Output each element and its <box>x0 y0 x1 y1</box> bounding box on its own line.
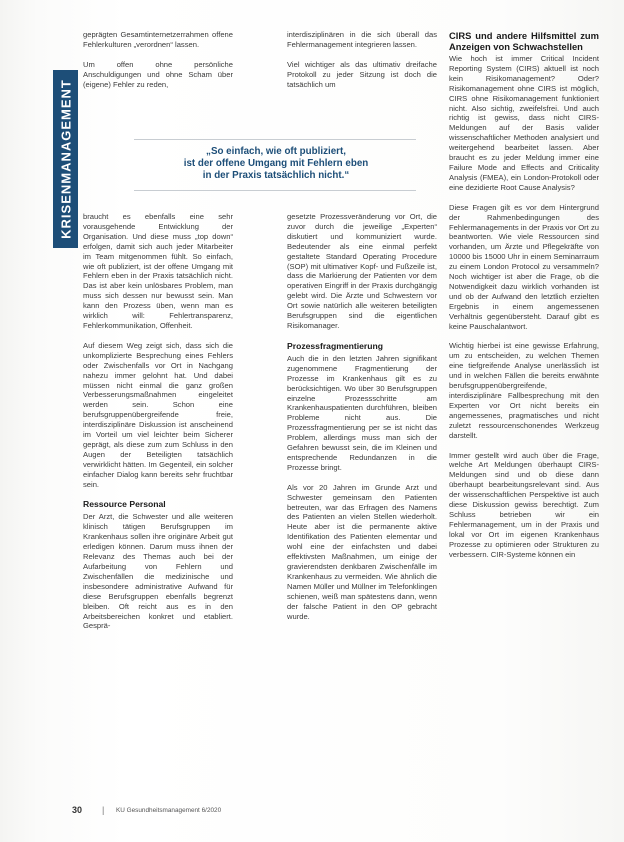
subheading: Prozessfragmentierung <box>287 340 383 351</box>
section-tab <box>53 70 78 248</box>
top-mid-column <box>287 30 437 100</box>
right-column <box>449 30 599 570</box>
quote-rule-bottom <box>134 190 416 191</box>
paragraph: Wie hoch ist immer Critical Incident Reporting System (CIRS) aktuell ist noch kein Risikomanagement? Oder? Risikomanagement ohne CIRS ist möglich, CIRS ohne Risikomanagement funktioniert nicht. Also sichtig, zweifelsfrei. Und auch richtig ist gewiss, dass nicht CIRS-Meldungen auf der Basis valider wissenschaftlicher Methoden analysiert und weitergehend bearbeitet lassen. Aber braucht es zu jeder Meldung immer eine Failure Mode and Effects and Criticality Analysis (FMEA), ein London-Protokoll oder eine dezidierte Root Cause Analysis? <box>449 54 599 192</box>
paragraph: Wichtig hierbei ist eine gewisse Erfahrung, um zu entscheiden, zu welchen Themen eine tiefgreifende Analyse unerlässlich ist und in welchen Fällen die bereits erwähnte berufsgruppenübergreifende, interdisziplinäre Fallbesprechung mit den Experten vor Ort nicht bereits ein angemessenes, pragmatisches und nicht zuletzt ressourcenschonendes Werkzeug darstellt. <box>449 341 599 440</box>
middle-column <box>287 212 437 631</box>
paragraph: Diese Fragen gilt es vor dem Hintergrund der Rahmenbedingungen des Fehlermanagements in der Praxis vor Ort zu beantworten. Wie viele Ressourcen sind vorhanden, um Ärzte und Pflegekräfte von 10000 bis 15000 Uhr in einem Seminarraum zu einem London Protocol zu versammeln? Noch wichtiger ist aber die Frage, ob die Notwendigkeit dazu wirklich vorhanden ist und ob der Aufwand den letztlich erzielten Ergebnis in einem angemessenen Verhältnis gegenübersteht. Darauf gibt es keine Pauschalantwort. <box>449 202 599 331</box>
paragraph: Immer gestellt wird auch über die Frage, welche Art Meldungen überhaupt CIRS-Meldungen sind und ob diese dann überhaupt bearbeitungsrelevant sind. Aus der wissenschaftlichen Perspektive ist auch diese Diskussion gewiss berechtigt. Zum Schluss betrieben wir ein Fehlermanagement, um in der Praxis und lokal vor Ort im eigenen Krankenhaus Prozesse zu optimieren oder Strukturen zu verbessern. CIR-Systeme können ein <box>449 450 599 559</box>
paragraph: Um offen ohne persönliche Anschuldigungen und ohne Scham über (eigene) Fehler zu reden, <box>83 59 233 89</box>
paragraph: interdisziplinären in die sich überall das Fehlermanagement integrieren lassen. <box>287 30 437 49</box>
footer-source: KU Gesundheitsmanagement 6/2020 <box>116 807 222 814</box>
paragraph: Viel wichtiger als das ultimativ dreifache Protokoll zu jeder Sitzung ist doch die tatsächlich um <box>287 59 437 89</box>
paragraph: braucht es ebenfalls eine sehr vorausgehende Entwicklung der Organisation. Und diese muss „top down“ erfolgen, damit sich auch jeder Mitarbeiter im Team mitgenommen fühlt. So einfach, wie oft publiziert, ist der offene Umgang mit Fehlern eben in der Praxis tatsächlich nicht. Das ist aber kein unlösbares Problem, man muss sich dessen nur bewusst sein. Man kann den Prozess üben, wenn man es wirklich will: Fehlertransparenz, Fehlerkommunikation, Offenheit. <box>83 212 233 330</box>
pull-quote <box>136 146 416 182</box>
quote-line: ist der offene Umgang mit Fehlern eben <box>183 158 369 169</box>
page-number: 30 <box>72 805 83 815</box>
paragraph: Auf diesem Weg zeigt sich, dass sich die unkomplizierte Besprechung eines Fehlers oder Zwischenfalls vor Ort in Nachgang nahezu immer gelohnt hat. Und dabei müssen nicht einmal die ganz großen Verbesserungsmaßnahmen eingeleitet werden sein. Schon eine berufsgruppenübergreifende freie, interdisziplinäre Diskussion ist anscheinend im Vorteil um viel leichter beim Sicherer geprägt, als diese zum zum Schluss in den Augen der Beteiligten tatsächlich verwirklicht hätten. Im Gegenteil, ein solcher einfacher Dialog kann bereits sehr fruchtbar sein. <box>83 340 233 489</box>
quote-rule-top <box>134 139 416 140</box>
paragraph: gesetzte Prozessveränderung vor Ort, die zuvor durch die jeweilige „Experten“ diskutiert und kommuniziert wurde. Bedeutender als eine einmal perfekt gestaltete Standard Operating Procedure (SOP) mit ultimativer Kopf- und Fußzeile ist, dass die Markierung der Patienten vor dem operativen Eingriff in der Praxis durchgängig gelebt wird. Die Ärzte und Schwestern vor Ort sowie natürlich alle weiteren beteiligten Berufsgruppen sind die eigentlichen Risikomanager. <box>287 212 437 330</box>
left-column <box>83 212 233 641</box>
paragraph: geprägten Gesamtinternetzerrahmen offene Fehlerkulturen „verordnen“ lassen. <box>83 30 233 49</box>
subheading: Ressource Personal <box>83 499 166 510</box>
footer-separator: | <box>102 805 105 815</box>
quote-line: „So einfach, wie oft publiziert, <box>206 146 346 157</box>
quote-line: in der Praxis tatsächlich nicht.“ <box>202 170 350 181</box>
section-label: KRISENMANAGEMENT <box>58 79 73 239</box>
paragraph: Als vor 20 Jahren im Grunde Arzt und Schwester gemeinsam den Patienten betreuten, war das Erfragen des Namens des Patienten an vielen Stellen wiederholt. Heute aber ist die permanente aktive Identifikation des Patienten elementar und wohl eine der einfachsten und dabei effektivsten Maßnahmen, um einige der gravierendsten denkbaren Zwischenfälle im Krankenhaus zu vermeiden. Wie ähnlich die Namen Müller und Müllner im Telefonklingen schienen, weiß man spätestens dann, wenn der falsche Patient in den OP gebracht wurde. <box>287 482 437 621</box>
subheading: CIRS und andere Hilfsmittel zum Anzeigen von Schwachstellen <box>449 30 599 52</box>
paragraph: Der Arzt, die Schwester und alle weiteren klinisch tätigen Berufsgruppen im Krankenhaus sollen ihre originäre Arbeit gut erledigen können. Darum muss ihnen der Relevanz des Themas auch bei der Aufarbeitung von Fehlern und Zwischenfällen die medizinische und insbesondere administrative Aufwand für diese Berufsgruppen ebenfalls begrenzt bleiben. Oft reicht aus es in den Arbeitsbereichen konkret und etabliert. Gesprä- <box>83 512 233 631</box>
paragraph: Auch die in den letzten Jahren signifikant zugenommene Fragmentierung der Prozesse im Krankenhaus gilt es zu berücksichtigen. Wo über 30 Berufsgruppen einzelne Prozessschritte am Krankenhauspatienten durchführen, bleiben Probleme nicht aus. Die Prozessfragmentierung per se ist nicht das Problem, allerdings muss man sich der Gefahren bewusst sein, die im Kleinen und entsprechende Redundanzen in die Prozesse bringt. <box>287 353 437 472</box>
top-left-column <box>83 30 233 100</box>
